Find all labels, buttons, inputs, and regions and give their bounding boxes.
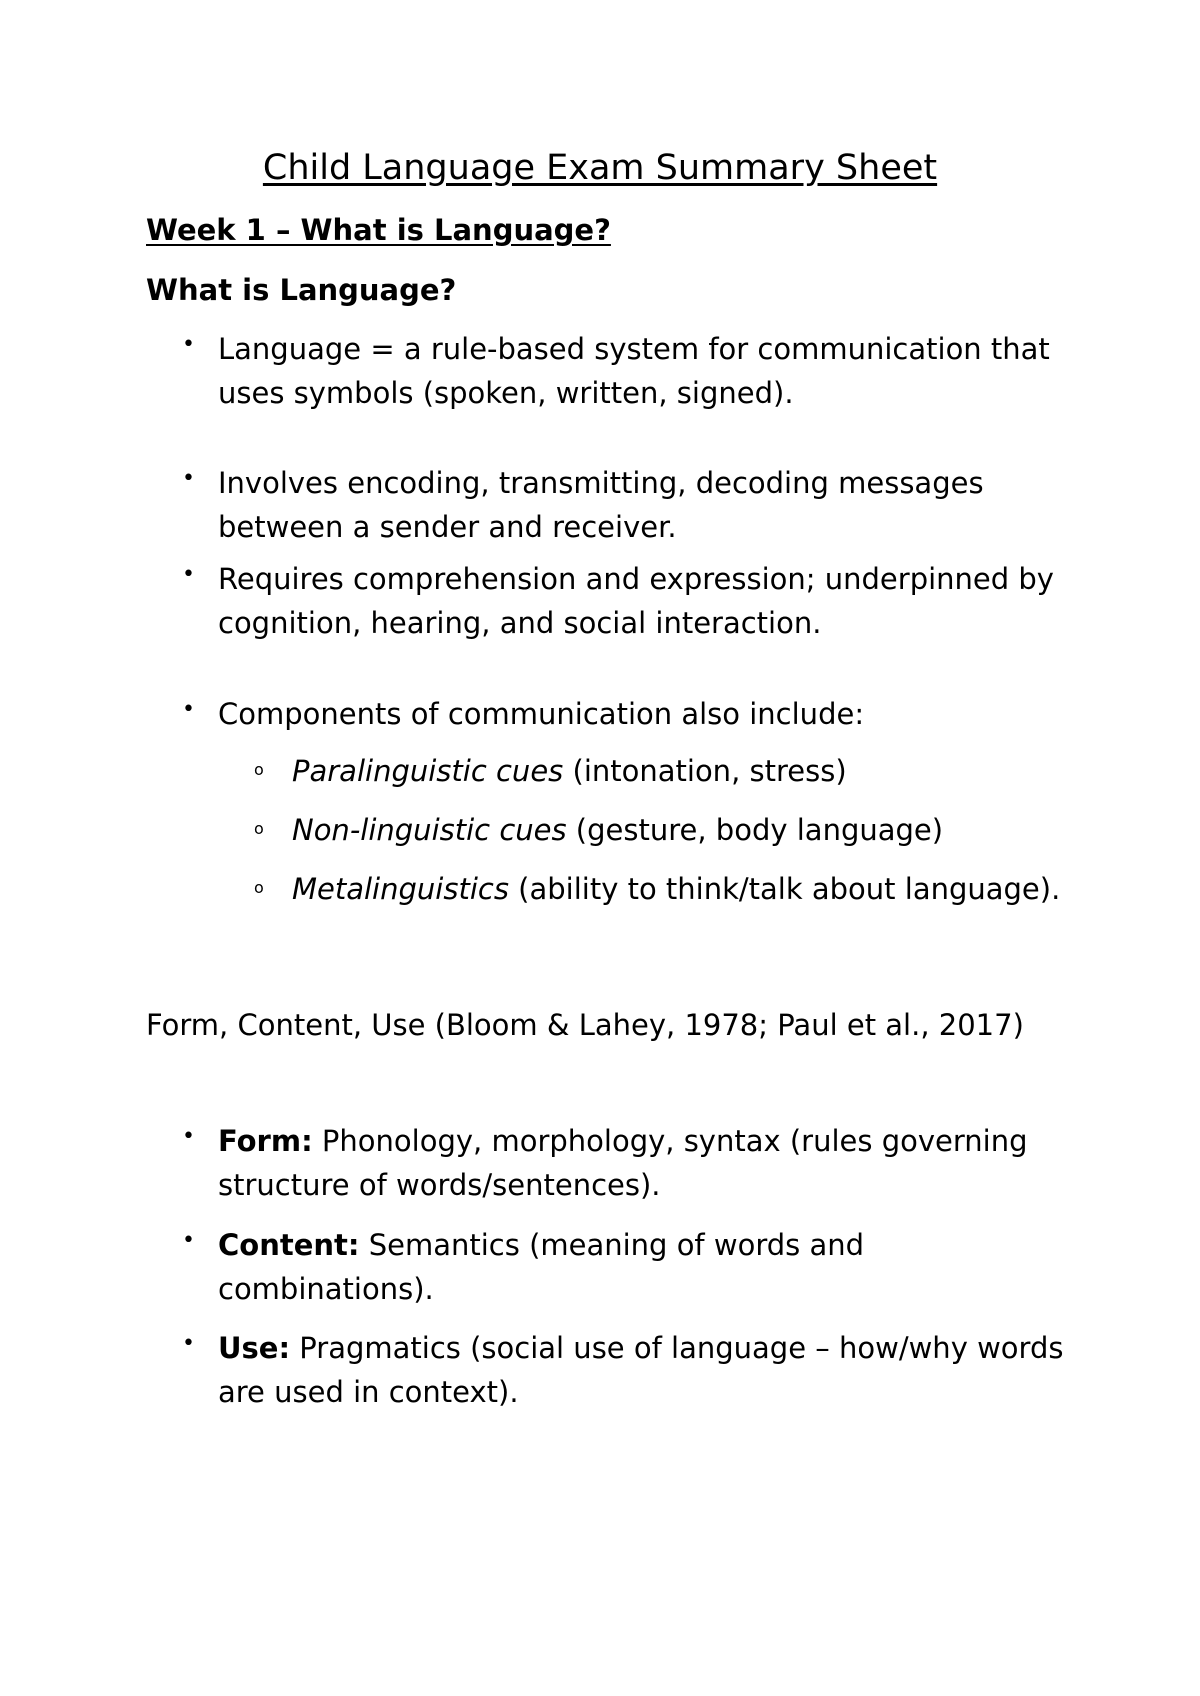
sub-list-item <box>292 809 1092 853</box>
list-term: Form: <box>218 1124 313 1158</box>
list-term: Content: <box>218 1228 360 1262</box>
sub-bullet-marker: o <box>254 819 264 838</box>
sub-bullet-marker: o <box>254 878 264 897</box>
bullet-marker: • <box>182 697 195 722</box>
bullet-marker: • <box>182 332 195 357</box>
bullet-marker: • <box>182 562 195 587</box>
sub-list-text: (ability to think/talk about language). <box>508 872 1061 906</box>
list-item <box>218 1327 1078 1414</box>
list-item <box>218 1224 1078 1311</box>
document-title: Child Language Exam Summary Sheet <box>262 148 938 188</box>
sub-list-item <box>292 750 1092 794</box>
week-heading: Week 1 – What is Language? <box>146 213 611 247</box>
sub-list-text: (gesture, body language) <box>566 813 944 847</box>
list-text: Semantics (meaning of words and combinations). <box>218 1228 865 1306</box>
list-item: Components of communication also include: <box>218 697 865 731</box>
sub-list-text: (intonation, stress) <box>563 754 847 788</box>
sub-list-term: Paralinguistic cues <box>292 754 564 788</box>
form-content-use-intro: Form, Content, Use (Bloom & Lahey, 1978; Paul et al., 2017) <box>146 1008 1024 1042</box>
list-term: Use: <box>218 1331 291 1365</box>
sub-list-term: Metalinguistics <box>292 872 509 906</box>
list-item <box>218 1120 1078 1207</box>
sub-list-item <box>292 868 1092 912</box>
list-text: Pragmatics (social use of language – how/why words are used in context). <box>218 1331 1064 1409</box>
bullet-marker: • <box>182 1124 195 1149</box>
list-text: Phonology, morphology, syntax (rules governing structure of words/sentences). <box>218 1124 1028 1202</box>
bullet-marker: • <box>182 1331 195 1356</box>
sub-bullet-marker: o <box>254 760 264 779</box>
section-heading-what-is-language: What is Language? <box>146 273 457 307</box>
list-item: Involves encoding, transmitting, decoding messages between a sender and receiver. <box>218 466 984 544</box>
list-item: Language = a rule-based system for communication that uses symbols (spoken, written, signed). <box>218 332 1050 410</box>
sub-list-term: Non-linguistic cues <box>292 813 567 847</box>
list-item: Requires comprehension and expression; underpinned by cognition, hearing, and social interaction. <box>218 562 1054 640</box>
bullet-marker: • <box>182 466 195 491</box>
bullet-marker: • <box>182 1228 195 1253</box>
